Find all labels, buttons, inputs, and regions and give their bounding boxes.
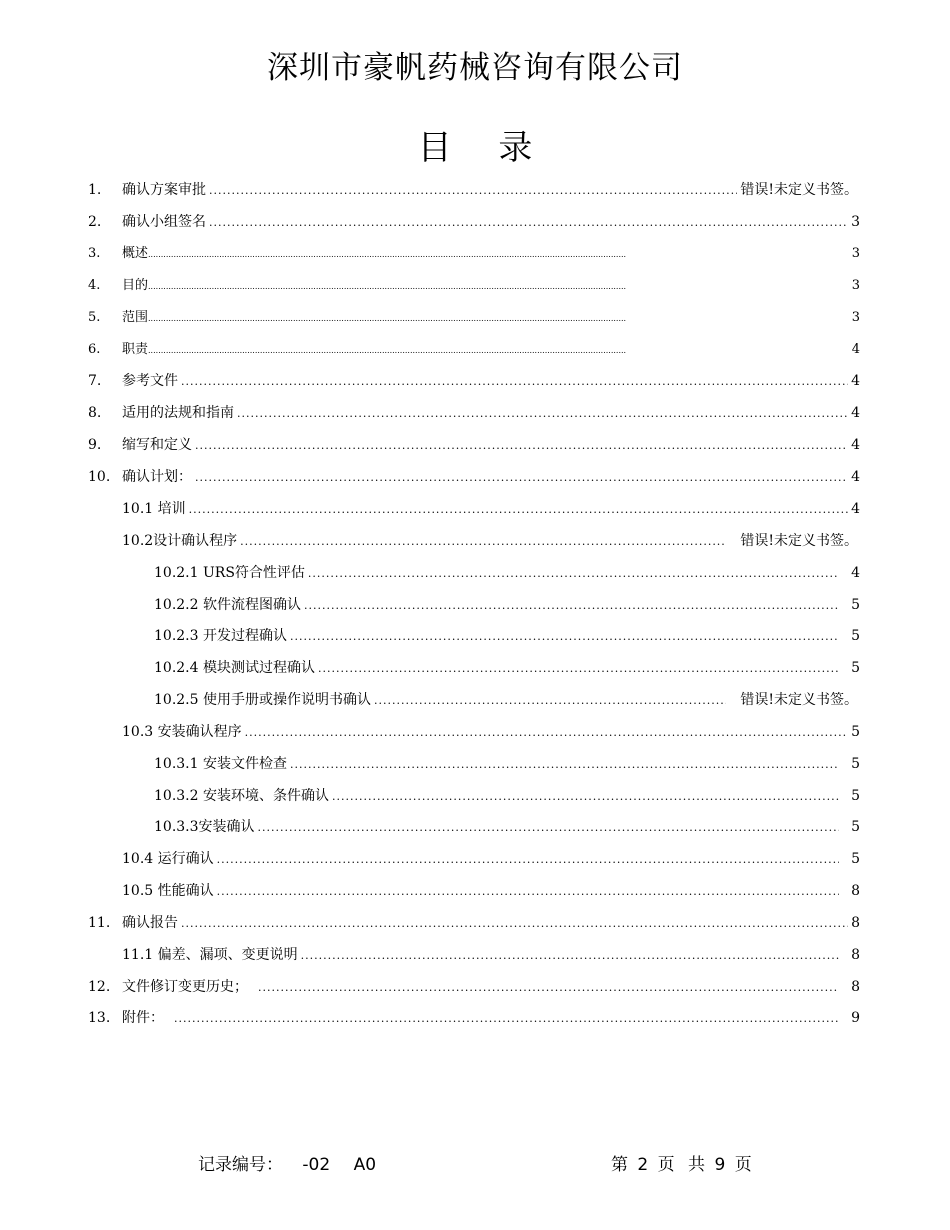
toc-entry-page: 5: [851, 788, 860, 804]
toc-entry-number: 3.: [88, 246, 101, 261]
toc-entry[interactable]: [88, 1007, 860, 1029]
toc-entry-text: 10.2.1 URS符合性评估: [154, 565, 305, 581]
toc-entry-sub2[interactable]: [154, 689, 858, 711]
toc-entry-leader: [148, 244, 626, 266]
toc-entry-page: 8: [851, 883, 860, 899]
record-version: A0: [353, 1155, 377, 1175]
toc-entry-leader: [240, 531, 724, 553]
toc-entry-number: 11.: [88, 915, 111, 931]
toc-entry-text: 10.2.3 开发过程确认: [154, 628, 287, 644]
toc-entry-leader: [258, 817, 840, 839]
toc-entry-leader: [181, 371, 848, 393]
toc-entry[interactable]: [88, 912, 860, 934]
toc-entry[interactable]: [88, 339, 860, 361]
toc-entry-sub[interactable]: [122, 721, 860, 743]
toc-entry-text: 10.2设计确认程序: [122, 533, 238, 549]
toc-entry-text: 适用的法规和指南: [122, 405, 234, 421]
toc-entry-text: 10.3.3安装确认: [154, 819, 255, 835]
toc-entry-sub2[interactable]: [154, 816, 860, 838]
toc-entry-leader: [148, 340, 626, 362]
toc-entry-leader: [290, 626, 839, 648]
toc-entry[interactable]: [88, 243, 860, 265]
toc-entry-page: 4: [851, 565, 860, 581]
toc-entry-leader: [217, 881, 839, 903]
toc-entry-number: 9.: [88, 437, 102, 453]
toc-entry[interactable]: [88, 434, 860, 456]
toc-entry-page: 8: [851, 947, 860, 963]
toc-entry-text: 10.3.1 安装文件检查: [154, 756, 287, 772]
toc-entry-leader: [301, 945, 839, 967]
toc-entry-leader: [189, 499, 848, 521]
toc-entry-text: 10.3.2 安装环境、条件确认: [154, 788, 329, 804]
toc-entry-page: 4: [851, 469, 860, 485]
toc-entry-text: 确认报告: [122, 915, 178, 931]
page-total: 9: [714, 1155, 726, 1175]
toc-entry-page: 4: [851, 437, 860, 453]
toc-entry[interactable]: [88, 211, 860, 233]
toc-entry-leader: [245, 722, 848, 744]
toc-entry-sub2[interactable]: [154, 657, 860, 679]
toc-entry-sub2[interactable]: [154, 594, 860, 616]
toc-entry-page: 4: [851, 342, 860, 357]
toc-entry-text: 概述: [122, 246, 149, 261]
toc-entry-sub2[interactable]: [154, 785, 860, 807]
toc-entry-text: 确认计划：: [122, 469, 192, 485]
toc-title: [0, 120, 950, 169]
toc-entry-leader: [195, 467, 848, 489]
toc-entry-page: 5: [851, 628, 860, 644]
toc-entry-leader: [258, 977, 839, 999]
toc-entry-text: 确认小组签名: [122, 214, 206, 230]
footer-record: [198, 1150, 376, 1175]
toc-entry-number: 8.: [88, 405, 102, 421]
toc-entry-text: 10.4 运行确认: [122, 851, 214, 867]
toc-entry-text: 范围: [122, 310, 149, 325]
toc-entry-leader: [318, 658, 839, 680]
toc-entry-leader: [237, 403, 848, 425]
toc-entry-number: 1.: [88, 182, 102, 198]
toc-entry-page: 5: [851, 851, 860, 867]
toc-title-char-2: 录: [498, 128, 533, 168]
toc-entry-leader: [148, 308, 626, 330]
toc-entry-number: 12.: [88, 979, 111, 995]
record-number: -02: [302, 1155, 331, 1175]
toc-entry-page: 5: [851, 756, 860, 772]
toc-entry-text: 附件：: [122, 1010, 164, 1026]
page-mid: 页 共: [657, 1155, 706, 1175]
toc-entry-text: 11.1 偏差、漏项、变更说明: [122, 947, 298, 963]
toc-entry-text: 职责: [122, 342, 149, 357]
toc-entry-text: 10.5 性能确认: [122, 883, 214, 899]
toc-entry-text: 10.2.4 模块测试过程确认: [154, 660, 315, 676]
toc-entry-page: 5: [851, 724, 860, 740]
toc-entry-sub2[interactable]: [154, 562, 860, 584]
toc-entry-leader: [217, 849, 839, 871]
toc-entry-page: 5: [851, 819, 860, 835]
toc-entry-leader: [290, 754, 839, 776]
toc-entry-text: 文件修订变更历史；: [122, 979, 248, 995]
toc-entry-number: 2.: [88, 214, 102, 230]
toc-entry-sub2[interactable]: [154, 753, 860, 775]
toc-entry-number: 13.: [88, 1010, 111, 1026]
toc-entry-leader: [304, 595, 839, 617]
toc-entry-text: 10.3 安装确认程序: [122, 724, 242, 740]
toc-entry-text: 10.2.5 使用手册或操作说明书确认: [154, 692, 371, 708]
toc-entry-page: 错误!未定义书签。: [740, 692, 858, 708]
page-current: 2: [637, 1155, 649, 1175]
toc-entry-text: 缩写和定义: [122, 437, 192, 453]
toc-entry-number: 4.: [88, 278, 101, 293]
toc-entry-page: 3: [851, 310, 860, 325]
toc-entry-sub[interactable]: [122, 530, 858, 552]
page-suffix: 页: [734, 1155, 752, 1175]
toc-entry-sub2[interactable]: [154, 625, 860, 647]
toc-entry-page: 9: [851, 1010, 860, 1026]
toc-entry-text: 参考文件: [122, 373, 178, 389]
toc-entry-sub[interactable]: [122, 944, 860, 966]
toc-entry-leader: [174, 1008, 839, 1030]
toc-entry-sub[interactable]: [122, 848, 860, 870]
toc-entry-leader: [209, 212, 848, 234]
toc-entry[interactable]: [88, 275, 860, 297]
toc-entry-leader: [308, 563, 839, 585]
toc-entry-sub[interactable]: [122, 880, 860, 902]
toc-entry-number: 6.: [88, 342, 101, 357]
toc-entry[interactable]: [88, 976, 860, 998]
toc-entry-page: 错误!未定义书签。: [740, 182, 858, 198]
toc-entry-leader: [332, 786, 839, 808]
toc-entry-leader: [209, 180, 737, 202]
company-name: 深圳市豪帆药械咨询有限公司: [267, 50, 683, 86]
toc-entry[interactable]: [88, 179, 858, 201]
toc-entry-page: 8: [851, 915, 860, 931]
toc-entry[interactable]: [88, 307, 860, 329]
toc-entry-page: 错误!未定义书签。: [740, 533, 858, 549]
record-label: 记录编号：: [198, 1155, 283, 1175]
toc-entry-text: 确认方案审批: [122, 182, 206, 198]
toc-entry-leader: [374, 690, 726, 712]
toc-entry-number: 10.: [88, 469, 111, 485]
toc-entry-page: 5: [851, 660, 860, 676]
toc-entry-text: 10.1 培训: [122, 501, 186, 517]
toc-entry-page: 4: [851, 501, 860, 517]
toc-entry-leader: [148, 276, 626, 298]
toc-entry-text: 10.2.2 软件流程图确认: [154, 597, 301, 613]
toc-entry[interactable]: [88, 402, 860, 424]
toc-entry-page: 3: [851, 214, 860, 230]
toc-entry[interactable]: [88, 466, 860, 488]
toc-entry-page: 3: [851, 278, 860, 293]
toc-title-char-1: 目: [417, 128, 452, 168]
toc-entry-text: 目的: [122, 278, 149, 293]
toc-entry-leader: [181, 913, 848, 935]
toc-entry-page: 4: [851, 373, 860, 389]
toc-entry-page: 5: [851, 597, 860, 613]
toc-entry-number: 7.: [88, 373, 102, 389]
toc-entry-number: 5.: [88, 310, 101, 325]
toc-entry-page: 3: [851, 246, 860, 261]
toc-entry-sub[interactable]: [122, 498, 860, 520]
toc-entry-page: 8: [851, 979, 860, 995]
toc-entry[interactable]: [88, 370, 860, 392]
page-prefix: 第: [611, 1155, 628, 1175]
toc-entry-page: 4: [851, 405, 860, 421]
footer-page-info: [611, 1150, 752, 1175]
toc-entry-leader: [195, 435, 848, 457]
